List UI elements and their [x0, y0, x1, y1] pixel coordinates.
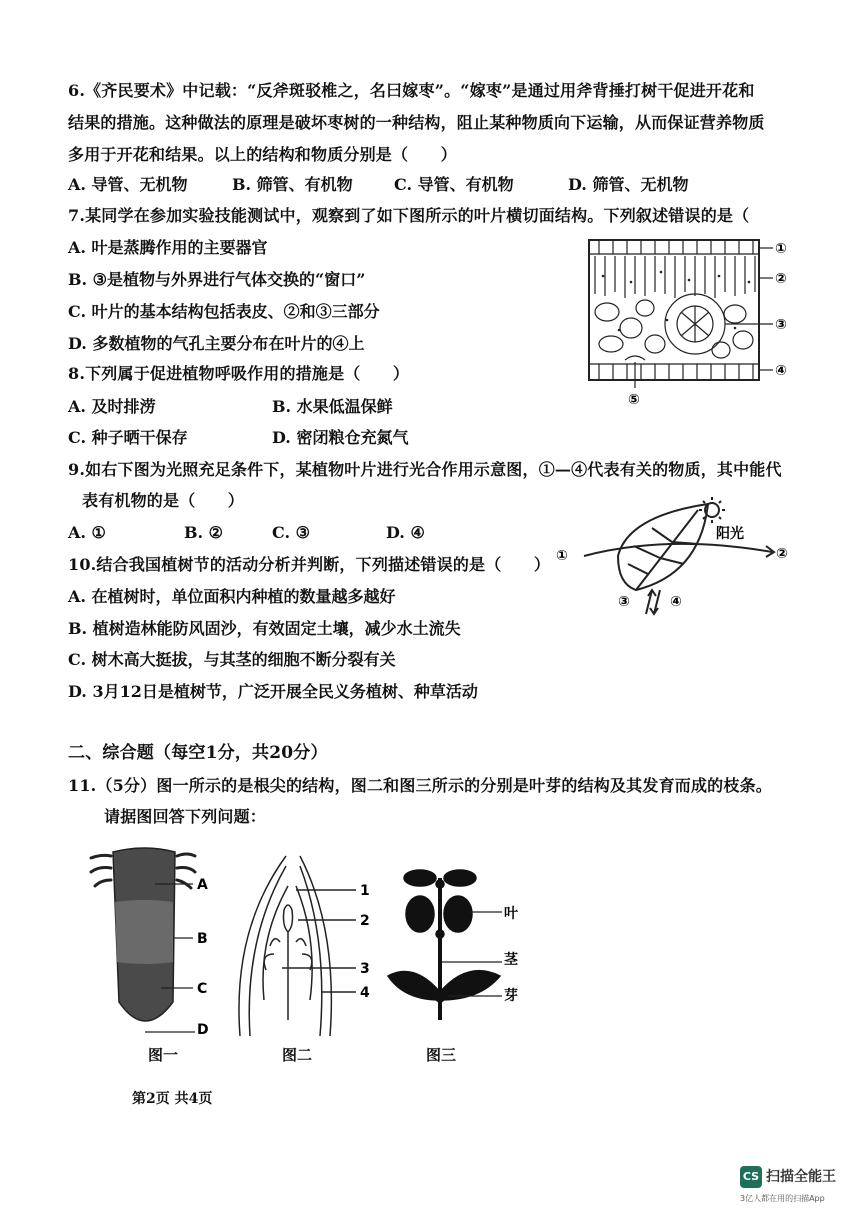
- bud-label-1: 1: [360, 883, 370, 899]
- photo-label-2: ②: [776, 546, 788, 562]
- q6-option-b: B. 筛管、有机物: [232, 175, 353, 194]
- root-label-a: A: [197, 877, 208, 893]
- q10-option-d: D. 3月12日是植树节，广泛开展全民义务植树、种草活动: [68, 682, 478, 701]
- page-number: 第2页 共4页: [132, 1091, 213, 1107]
- q6-line3: 多用于开花和结果。以上的结构和物质分别是（ ）: [68, 145, 457, 164]
- q7-line1: 7.某同学在参加实验技能测试中，观察到了如下图所示的叶片横切面结构。下列叙述错误的是（: [68, 206, 750, 225]
- q9-option-b: B. ②: [184, 523, 224, 542]
- q10-option-b: B. 植树造林能防风固沙，有效固定土壤，减少水土流失: [68, 619, 461, 638]
- bud-label-2: 2: [360, 913, 370, 929]
- q6-line2: 结果的措施。这种做法的原理是破坏枣树的一种结构，阻止某种物质向下运输，从而保证营养物质: [68, 113, 765, 132]
- q6-line1: 6.《齐民要术》中记载：“反斧斑驳椎之，名曰嫁枣”。“嫁枣”是通过用斧背捶打树干促进开花和: [68, 81, 755, 100]
- q6-option-c: C. 导管、有机物: [394, 175, 514, 194]
- section2-heading: 二、综合题（每空1分，共20分）: [68, 743, 328, 763]
- leaf-label-3: ③: [775, 317, 787, 333]
- q8-option-a: A. 及时排涝: [68, 397, 156, 416]
- q7-option-a: A. 叶是蒸腾作用的主要器官: [68, 238, 268, 257]
- q8-option-d: D. 密闭粮仓充氮气: [272, 428, 409, 447]
- scanner-tagline: 3亿人都在用的扫描App: [740, 1194, 825, 1203]
- q10-option-a: A. 在植树时，单位面积内种植的数量越多越好: [68, 587, 396, 606]
- q11-line1: 11.（5分）图一所示的是根尖的结构，图二和图三所示的分别是叶芽的结构及其发育而成的枝条。: [68, 776, 772, 795]
- bud-label-3: 3: [360, 961, 370, 977]
- figure1-caption: 图一: [148, 1046, 179, 1064]
- q6-option-d: D. 筛管、无机物: [568, 175, 689, 194]
- q9-option-a: A. ①: [68, 523, 106, 542]
- leaf-cross-section-figure: [585, 232, 805, 410]
- branch-figure: [384, 864, 534, 1024]
- q6-option-a: A. 导管、无机物: [68, 175, 188, 194]
- leaf-label-2: ②: [775, 271, 787, 287]
- q10-line1: 10.结合我国植树节的活动分析并判断，下列描述错误的是（ ）: [68, 555, 551, 574]
- q7-option-d: D. 多数植物的气孔主要分布在叶片的④上: [68, 334, 365, 353]
- leaf-label-5: ⑤: [628, 392, 640, 408]
- figure2-caption: 图二: [282, 1046, 313, 1064]
- q8-line1: 8.下列属于促进植物呼吸作用的措施是（ ）: [68, 364, 410, 383]
- leaf-label-4: ④: [775, 363, 787, 379]
- photosynthesis-figure: [548, 494, 810, 622]
- bud-label-4: 4: [360, 985, 370, 1001]
- branch-label-leaf: 叶: [504, 906, 518, 922]
- root-label-d: D: [197, 1022, 209, 1038]
- q7-option-b: B. ③是植物与外界进行气体交换的“窗口”: [68, 270, 366, 289]
- scanner-brand: 扫描全能王: [766, 1169, 836, 1185]
- q8-option-b: B. 水果低温保鲜: [272, 397, 393, 416]
- figure3-caption: 图三: [426, 1046, 457, 1064]
- photo-label-3: ③: [618, 594, 630, 610]
- q9-option-d: D. ④: [386, 523, 425, 542]
- leaf-bud-figure: [230, 850, 380, 1042]
- q9-line1: 9.如右下图为光照充足条件下，某植物叶片进行光合作用示意图，①—④代表有关的物质，其中能代: [68, 460, 782, 479]
- leaf-label-1: ①: [775, 241, 787, 257]
- sunlight-label: 阳光: [716, 526, 744, 542]
- root-label-c: C: [197, 981, 208, 997]
- photo-label-1: ①: [556, 548, 568, 564]
- q9-option-c: C. ③: [272, 523, 310, 542]
- q7-option-c: C. 叶片的基本结构包括表皮、②和③三部分: [68, 302, 380, 321]
- root-tip-figure: [85, 842, 225, 1040]
- q8-option-c: C. 种子晒干保存: [68, 428, 188, 447]
- q9-line2: 表有机物的是（ ）: [82, 491, 245, 510]
- q10-option-c: C. 树木高大挺拔，与其茎的细胞不断分裂有关: [68, 650, 396, 669]
- branch-label-stem: 茎: [504, 952, 518, 968]
- root-label-b: B: [197, 931, 208, 947]
- q11-line2: 请据图回答下列问题：: [104, 807, 267, 826]
- photo-label-4: ④: [670, 594, 682, 610]
- branch-label-bud: 芽: [504, 988, 518, 1004]
- scanner-logo: CS: [740, 1166, 762, 1188]
